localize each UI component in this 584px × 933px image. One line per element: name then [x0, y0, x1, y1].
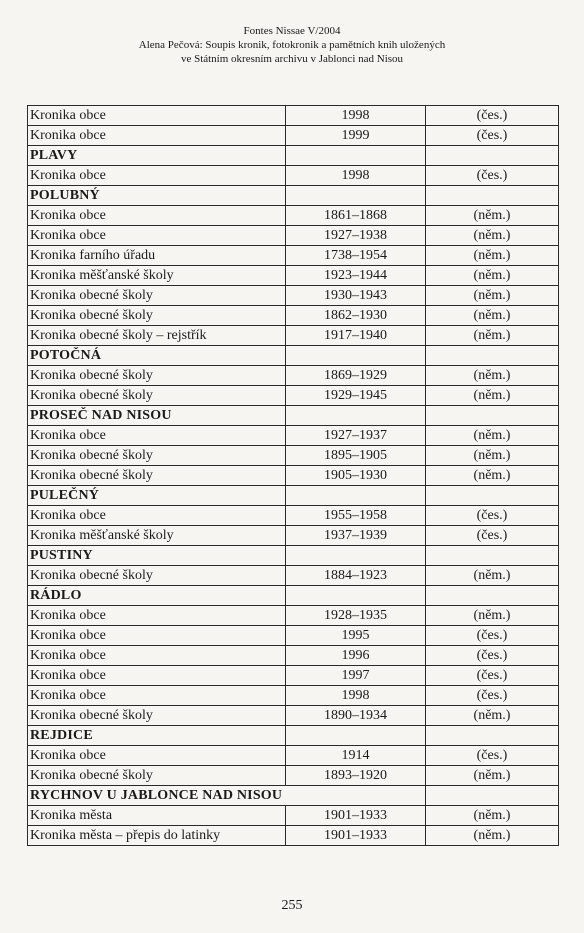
record-name: Kronika obecné školy — [28, 706, 286, 726]
record-years: 1928–1935 — [286, 606, 426, 626]
empty-cell — [426, 406, 559, 426]
record-years: 1997 — [286, 666, 426, 686]
record-name: Kronika měšťanské školy — [28, 526, 286, 546]
record-name: Kronika obce — [28, 686, 286, 706]
section-row — [28, 186, 559, 206]
record-language: (čes.) — [426, 666, 559, 686]
record-name: Kronika obecné školy — [28, 366, 286, 386]
record-years: 1893–1920 — [286, 766, 426, 786]
record-language: (čes.) — [426, 746, 559, 766]
record-language: (něm.) — [426, 286, 559, 306]
empty-cell — [426, 486, 559, 506]
empty-cell — [286, 346, 426, 366]
table-row — [28, 666, 559, 686]
empty-cell — [286, 546, 426, 566]
record-language: (něm.) — [426, 566, 559, 586]
record-name: Kronika obecné školy — [28, 386, 286, 406]
record-years: 1998 — [286, 686, 426, 706]
record-name: Kronika obce — [28, 126, 286, 146]
section-title: POLUBNÝ — [28, 186, 286, 206]
record-years: 1738–1954 — [286, 246, 426, 266]
record-name: Kronika obce — [28, 206, 286, 226]
record-years: 1996 — [286, 646, 426, 666]
table-row — [28, 126, 559, 146]
record-language: (čes.) — [426, 686, 559, 706]
record-name: Kronika obecné školy — [28, 286, 286, 306]
record-language: (čes.) — [426, 646, 559, 666]
record-language: (čes.) — [426, 166, 559, 186]
record-language: (čes.) — [426, 506, 559, 526]
table-row — [28, 106, 559, 126]
section-title: PUSTINY — [28, 546, 286, 566]
record-name: Kronika obce — [28, 746, 286, 766]
table-row — [28, 426, 559, 446]
record-language: (něm.) — [426, 206, 559, 226]
record-language: (něm.) — [426, 606, 559, 626]
empty-cell — [286, 406, 426, 426]
record-name: Kronika obce — [28, 666, 286, 686]
record-years: 1955–1958 — [286, 506, 426, 526]
table-row — [28, 506, 559, 526]
record-years: 1927–1938 — [286, 226, 426, 246]
record-language: (něm.) — [426, 466, 559, 486]
empty-cell — [286, 586, 426, 606]
table-row — [28, 566, 559, 586]
table-row — [28, 766, 559, 786]
table-row — [28, 246, 559, 266]
table-row — [28, 606, 559, 626]
record-name: Kronika obce — [28, 166, 286, 186]
table-row — [28, 226, 559, 246]
record-years: 1869–1929 — [286, 366, 426, 386]
record-language: (něm.) — [426, 446, 559, 466]
record-name: Kronika obce — [28, 106, 286, 126]
record-language: (něm.) — [426, 806, 559, 826]
record-name: Kronika obce — [28, 426, 286, 446]
record-name: Kronika města – přepis do latinky — [28, 826, 286, 846]
table-row — [28, 166, 559, 186]
record-name: Kronika města — [28, 806, 286, 826]
record-years: 1999 — [286, 126, 426, 146]
table-row — [28, 806, 559, 826]
empty-cell — [286, 186, 426, 206]
table-row — [28, 286, 559, 306]
record-years: 1861–1868 — [286, 206, 426, 226]
table-row — [28, 306, 559, 326]
record-years: 1862–1930 — [286, 306, 426, 326]
table-row — [28, 326, 559, 346]
table-row — [28, 446, 559, 466]
record-name: Kronika obecné školy — [28, 446, 286, 466]
section-title: RYCHNOV U JABLONCE NAD NISOU — [28, 786, 426, 806]
record-years: 1995 — [286, 626, 426, 646]
record-name: Kronika farního úřadu — [28, 246, 286, 266]
section-row — [28, 346, 559, 366]
record-years: 1905–1930 — [286, 466, 426, 486]
record-language: (čes.) — [426, 126, 559, 146]
table-row — [28, 266, 559, 286]
empty-cell — [286, 486, 426, 506]
page-header — [0, 24, 584, 66]
empty-cell — [426, 786, 559, 806]
empty-cell — [426, 586, 559, 606]
section-row — [28, 486, 559, 506]
table-row — [28, 386, 559, 406]
section-row — [28, 546, 559, 566]
record-language: (něm.) — [426, 266, 559, 286]
record-name: Kronika obecné školy — [28, 566, 286, 586]
record-language: (něm.) — [426, 306, 559, 326]
section-title: REJDICE — [28, 726, 286, 746]
record-years: 1930–1943 — [286, 286, 426, 306]
record-language: (čes.) — [426, 106, 559, 126]
table-row — [28, 686, 559, 706]
record-years: 1998 — [286, 166, 426, 186]
document-title: Alena Pečová: Soupis kronik, fotokronik a pamětních knih uložených — [138, 39, 446, 51]
chronicle-table-body — [28, 106, 559, 846]
section-row — [28, 586, 559, 606]
record-language: (něm.) — [426, 226, 559, 246]
table-row — [28, 826, 559, 846]
record-language: (něm.) — [426, 826, 559, 846]
section-row — [28, 786, 559, 806]
section-row — [28, 406, 559, 426]
record-name: Kronika obecné školy – rejstřík — [28, 326, 286, 346]
chronicle-table — [27, 105, 559, 846]
record-years: 1923–1944 — [286, 266, 426, 286]
record-language: (něm.) — [426, 386, 559, 406]
record-name: Kronika obce — [28, 226, 286, 246]
empty-cell — [426, 346, 559, 366]
table-row — [28, 626, 559, 646]
section-title: PLAVY — [28, 146, 286, 166]
section-row — [28, 726, 559, 746]
record-language: (něm.) — [426, 426, 559, 446]
document-subtitle: ve Státním okresním archivu v Jablonci nad Nisou — [180, 53, 404, 65]
record-language: (čes.) — [426, 626, 559, 646]
record-language: (něm.) — [426, 246, 559, 266]
table-row — [28, 646, 559, 666]
table-row — [28, 706, 559, 726]
table-row — [28, 466, 559, 486]
record-years: 1901–1933 — [286, 826, 426, 846]
record-years: 1929–1945 — [286, 386, 426, 406]
section-title: POTOČNÁ — [28, 346, 286, 366]
record-years: 1917–1940 — [286, 326, 426, 346]
record-name: Kronika obce — [28, 606, 286, 626]
empty-cell — [426, 186, 559, 206]
record-language: (čes.) — [426, 526, 559, 546]
record-name: Kronika obce — [28, 626, 286, 646]
table-row — [28, 746, 559, 766]
table-row — [28, 526, 559, 546]
section-row — [28, 146, 559, 166]
record-years: 1937–1939 — [286, 526, 426, 546]
record-language: (něm.) — [426, 326, 559, 346]
record-name: Kronika obecné školy — [28, 766, 286, 786]
empty-cell — [426, 726, 559, 746]
section-title: RÁDLO — [28, 586, 286, 606]
section-title: PULEČNÝ — [28, 486, 286, 506]
record-years: 1914 — [286, 746, 426, 766]
section-title: PROSEČ NAD NISOU — [28, 406, 286, 426]
record-name: Kronika obce — [28, 506, 286, 526]
record-language: (něm.) — [426, 766, 559, 786]
empty-cell — [286, 726, 426, 746]
record-years: 1895–1905 — [286, 446, 426, 466]
record-name: Kronika obecné školy — [28, 466, 286, 486]
record-years: 1884–1923 — [286, 566, 426, 586]
record-name: Kronika měšťanské školy — [28, 266, 286, 286]
empty-cell — [426, 146, 559, 166]
record-language: (něm.) — [426, 706, 559, 726]
page-number: 255 — [281, 898, 303, 913]
record-language: (něm.) — [426, 366, 559, 386]
record-years: 1890–1934 — [286, 706, 426, 726]
record-name: Kronika obce — [28, 646, 286, 666]
publication-title: Fontes Nissae V/2004 — [243, 25, 341, 37]
table-row — [28, 366, 559, 386]
empty-cell — [286, 146, 426, 166]
table-row — [28, 206, 559, 226]
empty-cell — [426, 546, 559, 566]
record-years: 1927–1937 — [286, 426, 426, 446]
record-years: 1998 — [286, 106, 426, 126]
record-years: 1901–1933 — [286, 806, 426, 826]
record-name: Kronika obecné školy — [28, 306, 286, 326]
